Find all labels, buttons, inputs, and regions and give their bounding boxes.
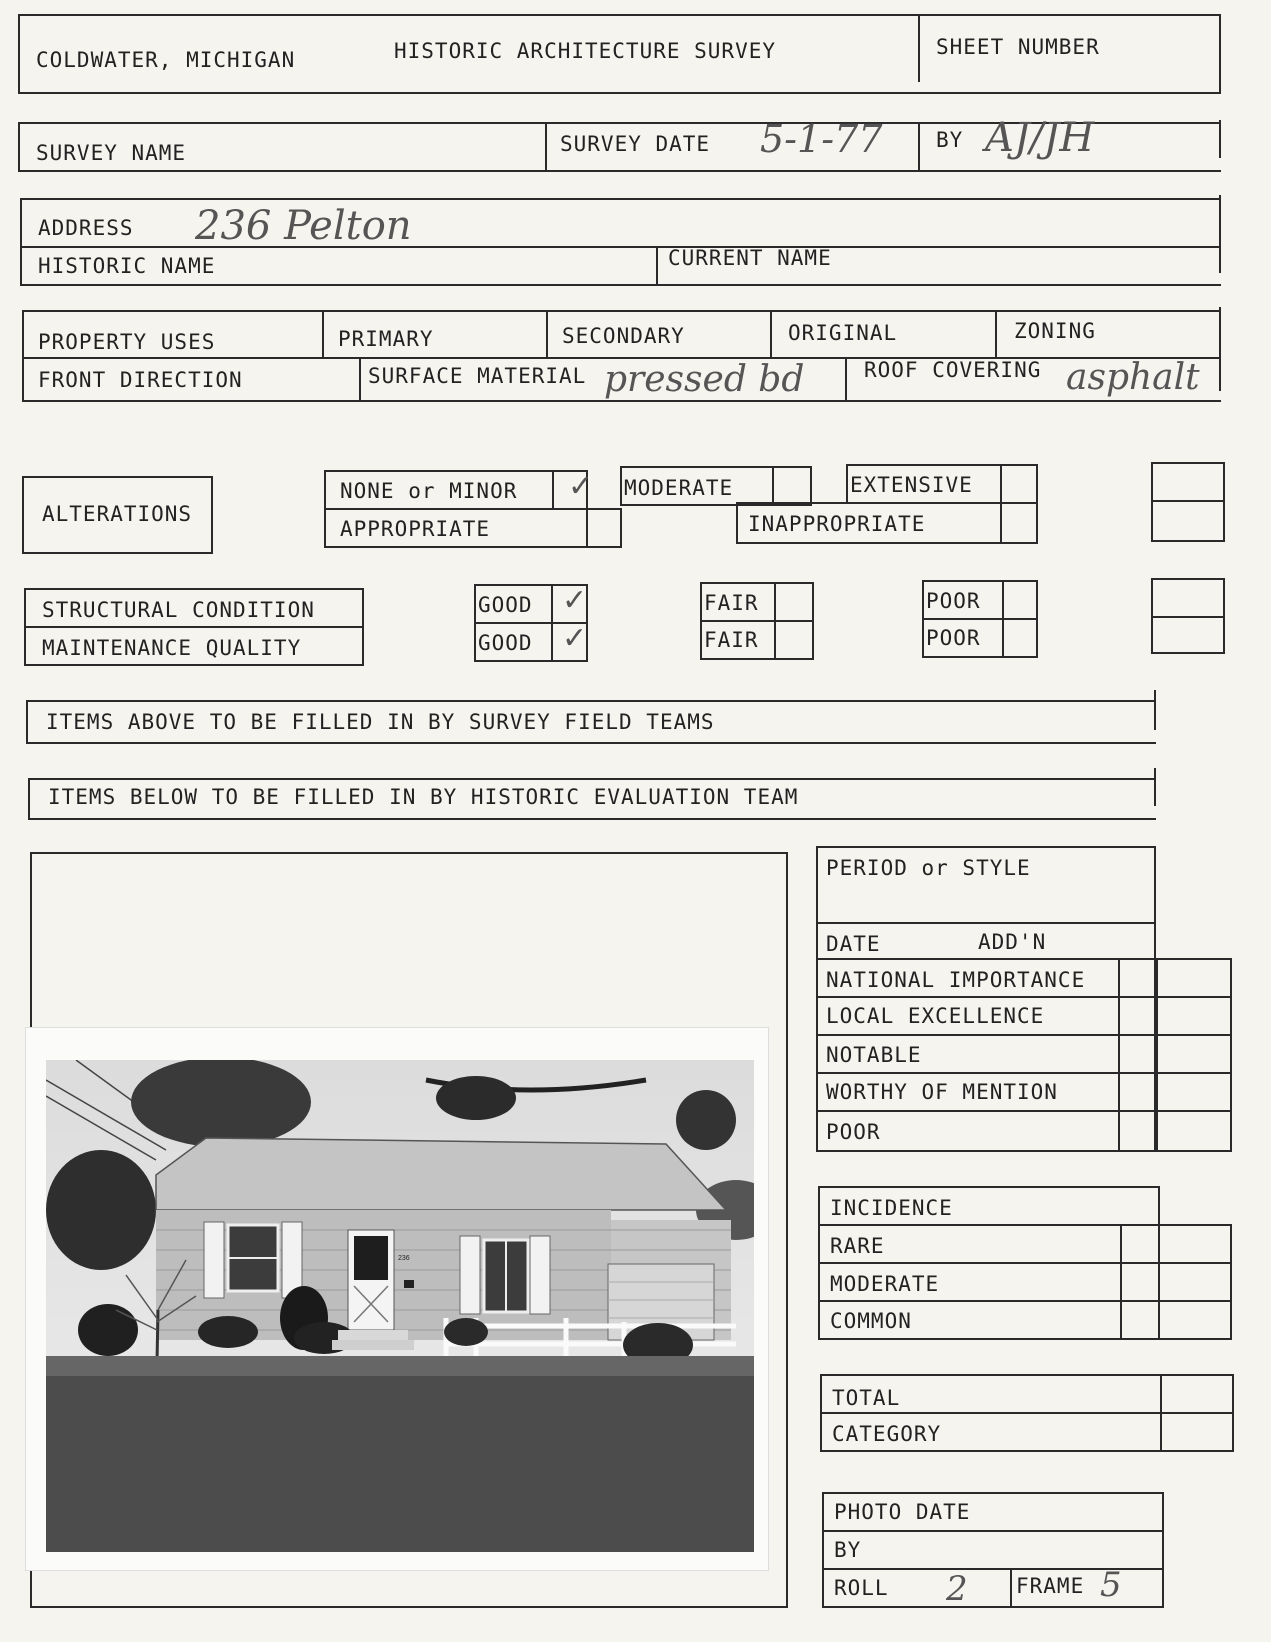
note-above-text: ITEMS ABOVE TO BE FILLED IN BY SURVEY FIELD TEAMS: [46, 710, 715, 734]
note-below-end: [1154, 768, 1156, 806]
maintenance-quality-label: MAINTENANCE QUALITY: [42, 636, 302, 660]
good-structural: GOOD: [478, 593, 533, 617]
photo-date-label: PHOTO DATE: [834, 1500, 971, 1524]
extensive-label: EXTENSIVE: [850, 473, 973, 497]
frame-label: FRAME: [1016, 1574, 1085, 1598]
original-label: ORIGINAL: [788, 321, 898, 345]
property-div-1: [322, 310, 324, 357]
roll-value: 2: [946, 1569, 968, 1609]
survey-name-label: SURVEY NAME: [36, 141, 187, 165]
primary-label: PRIMARY: [338, 327, 434, 351]
property-div-4: [995, 310, 997, 357]
poor-checkcol: [1002, 580, 1004, 658]
property-end: [1219, 307, 1221, 391]
date-label: DATE: [826, 932, 881, 956]
historic-name-label: HISTORIC NAME: [38, 254, 216, 278]
total-label: TOTAL: [832, 1386, 901, 1410]
inappropriate-label: INAPPROPRIATE: [748, 512, 926, 536]
photograph: [26, 1028, 768, 1570]
property-div-5: [359, 357, 361, 400]
sheet-number-label: SHEET NUMBER: [936, 35, 1100, 59]
good-maintenance-check-mark: ✓: [562, 621, 588, 656]
photo-by-label: BY: [834, 1538, 862, 1562]
good-structural-check-mark: ✓: [562, 583, 588, 618]
fair-checkcol: [774, 582, 776, 660]
alterations-label: ALTERATIONS: [42, 502, 193, 526]
extensive-checkcell: [1000, 464, 1002, 504]
good-maintenance: GOOD: [478, 631, 533, 655]
fair-divider: [700, 620, 814, 622]
national-importance-label: NATIONAL IMPORTANCE: [826, 968, 1086, 992]
address-value: 236 Pelton: [195, 203, 412, 249]
common-label: COMMON: [830, 1309, 912, 1333]
zoning-label: ZONING: [1014, 319, 1096, 343]
house-photo: [46, 1060, 754, 1552]
eval-row-line-1: [816, 996, 1232, 998]
note-above-end: [1154, 690, 1156, 730]
appropriate-label: APPROPRIATE: [340, 517, 491, 541]
roof-covering-value: asphalt: [1066, 357, 1200, 398]
frame-value: 5: [1100, 1565, 1122, 1605]
city-label: COLDWATER, MICHIGAN: [36, 48, 296, 72]
survey-by-value: AJ/JH: [985, 115, 1095, 161]
addn-label: ADD'N: [978, 930, 1047, 954]
rare-label: RARE: [830, 1234, 885, 1258]
fair-structural: FAIR: [704, 591, 759, 615]
inappropriate-checkcell: [1000, 502, 1002, 544]
period-style-label: PERIOD or STYLE: [826, 856, 1031, 880]
incidence-label: INCIDENCE: [830, 1196, 953, 1220]
worthy-of-mention-label: WORTHY OF MENTION: [826, 1080, 1058, 1104]
condition-label-divider: [24, 626, 364, 628]
poor-maintenance: POOR: [926, 626, 981, 650]
survey-date-label: SURVEY DATE: [560, 132, 711, 156]
property-div-3: [770, 310, 772, 357]
appropriate-checkcell: [586, 508, 588, 548]
incidence-col-2: [1158, 1224, 1160, 1340]
header-divider: [918, 16, 920, 82]
good-checkcol: [551, 584, 553, 662]
category-label: CATEGORY: [832, 1422, 942, 1446]
surface-material-label: SURFACE MATERIAL: [368, 364, 587, 388]
eval-row-line-4: [816, 1110, 1232, 1112]
alterations-score-divider: [1151, 500, 1225, 502]
surface-material-value: pressed bd: [604, 359, 805, 400]
eval-line-date: [816, 922, 1156, 924]
survey-end: [1219, 120, 1221, 158]
roll-label: ROLL: [834, 1576, 889, 1600]
address-divider: [656, 246, 658, 284]
eval-row-line-3: [816, 1072, 1232, 1074]
survey-by-label: BY: [936, 128, 964, 152]
poor-rating-label: POOR: [826, 1120, 881, 1144]
survey-title: HISTORIC ARCHITECTURE SURVEY: [394, 39, 777, 63]
property-div-2: [546, 310, 548, 357]
address-end: [1219, 195, 1221, 273]
front-direction-label: FRONT DIRECTION: [38, 368, 243, 392]
fair-maintenance: FAIR: [704, 628, 759, 652]
alterations-score-box: [1151, 462, 1225, 542]
total-col: [1160, 1374, 1162, 1452]
moderate-checkcell: [772, 466, 774, 506]
property-uses-label: PROPERTY USES: [38, 330, 216, 354]
property-div-6: [845, 357, 847, 400]
poor-divider: [922, 618, 1038, 620]
none-minor-checkcell: [552, 470, 554, 510]
moderate-incidence-label: MODERATE: [830, 1272, 940, 1296]
total-divider: [820, 1412, 1234, 1414]
secondary-label: SECONDARY: [562, 324, 685, 348]
local-excellence-label: LOCAL EXCELLENCE: [826, 1004, 1045, 1028]
survey-date-value: 5-1-77: [760, 117, 883, 161]
none-minor-label: NONE or MINOR: [340, 479, 518, 503]
eval-col-1: [1118, 958, 1120, 1152]
structural-condition-label: STRUCTURAL CONDITION: [42, 598, 315, 622]
survey-divider-2: [918, 122, 920, 170]
survey-divider-1: [545, 122, 547, 170]
incidence-col-1: [1120, 1224, 1122, 1340]
eval-col-2: [1156, 958, 1158, 1152]
none-minor-check-mark: ✓: [568, 469, 594, 504]
incidence-row-line-1: [818, 1262, 1232, 1264]
current-name-label: CURRENT NAME: [668, 246, 832, 270]
photo-info-line-1: [822, 1530, 1164, 1532]
condition-score-divider: [1151, 616, 1225, 618]
moderate-label: MODERATE: [624, 476, 734, 500]
eval-row-line-2: [816, 1034, 1232, 1036]
photo-info-col: [1010, 1568, 1012, 1608]
address-label: ADDRESS: [38, 216, 134, 240]
house-number: 236: [398, 1255, 410, 1262]
note-below-text: ITEMS BELOW TO BE FILLED IN BY HISTORIC EVALUATION TEAM: [48, 785, 799, 809]
poor-structural: POOR: [926, 589, 981, 613]
incidence-row-line-2: [818, 1300, 1232, 1302]
notable-label: NOTABLE: [826, 1043, 922, 1067]
roof-covering-label: ROOF COVERING: [864, 358, 1042, 382]
